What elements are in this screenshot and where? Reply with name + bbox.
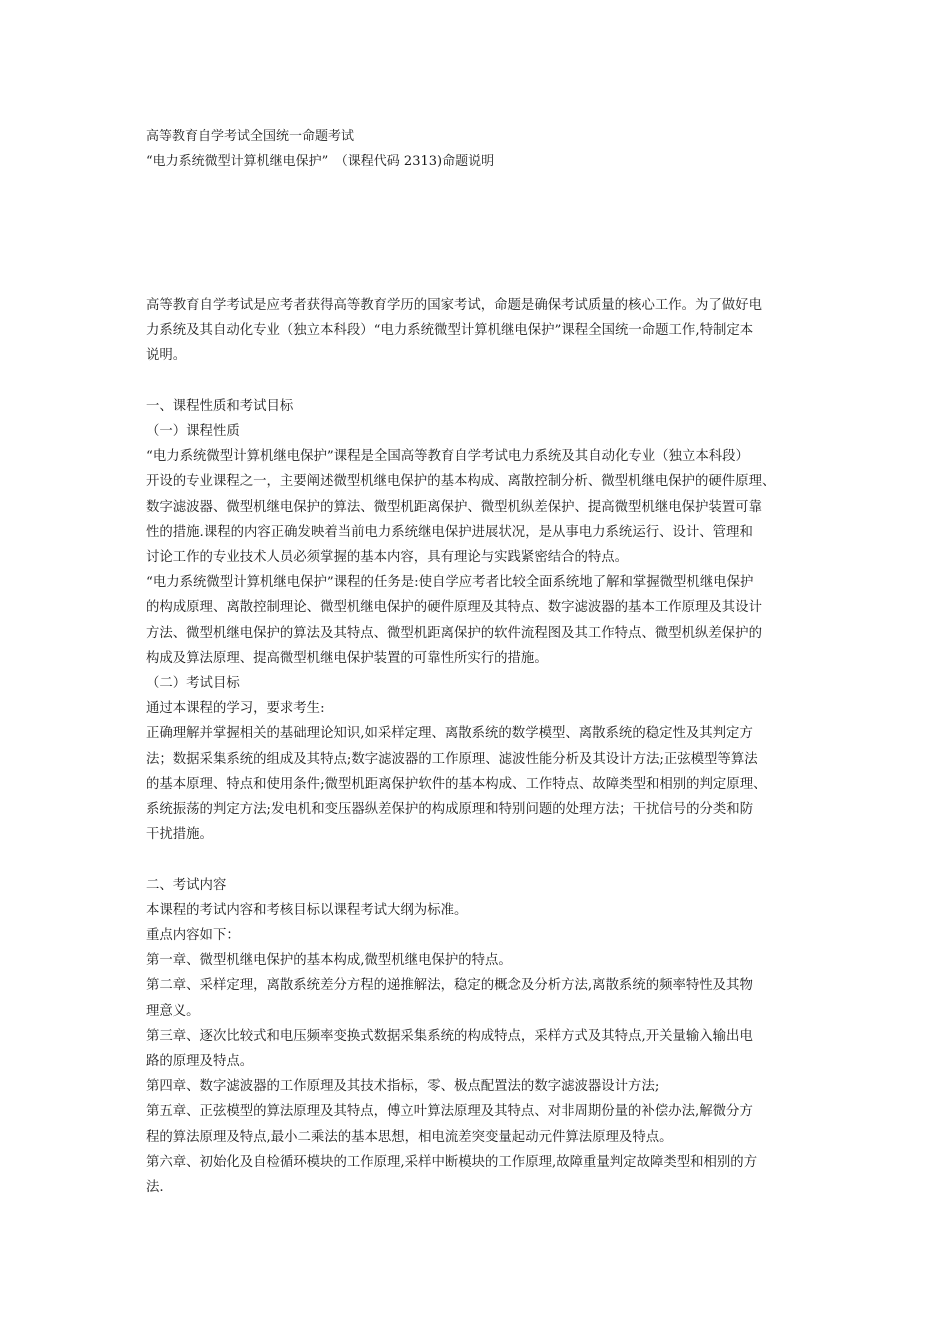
section-2-line: 第五章、正弦模型的算法原理及其特点，傅立叶算法原理及其特点、对非周期份量的补偿办法,解微分方 bbox=[146, 1104, 753, 1120]
section-2-line: 重点内容如下： bbox=[146, 928, 240, 944]
subsection-1-line: “电力系统微型计算机继电保护”课程的任务是:使自学应考者比较全面系统地了解和掌握微型机继电保护 bbox=[146, 575, 754, 591]
intro-line: 高等教育自学考试是应考者获得高等教育学历的国家考试，命题是确保考试质量的核心工作。为了做好电 bbox=[146, 298, 762, 313]
subsection-1-heading: （一）课程性质 bbox=[146, 424, 240, 439]
subsection-1-line: 开设的专业课程之一，主要阐述微型机继电保护的基本构成、离散控制分析、微型机继电保护的硬件原理、 bbox=[146, 474, 776, 490]
subsection-1-line: 数字滤波器、微型机继电保护的算法、微型机距离保护、微型机纵差保护、提高微型机继电保护装置可靠 bbox=[146, 499, 762, 515]
section-2-line: 第一章、微型机继电保护的基本构成,微型机继电保护的特点。 bbox=[146, 953, 512, 969]
section-2-line: 本课程的考试内容和考核目标以课程考试大纲为标准。 bbox=[146, 902, 468, 918]
section-2-line: 法. bbox=[146, 1180, 164, 1196]
section-2-line: 第三章、逐次比较式和电压频率变换式数据采集系统的构成特点，采样方式及其特点,开关量输入输出电 bbox=[146, 1028, 753, 1044]
subsection-1-line: “电力系统微型计算机继电保护”课程是全国高等教育自学考试电力系统及其自动化专业（独立本科段） bbox=[146, 449, 749, 465]
subsection-1-line: 讨论工作的专业技术人员必须掌握的基本内容，具有理论与实践紧密结合的特点。 bbox=[146, 550, 629, 566]
subsection-2-line: 通过本课程的学习，要求考生: bbox=[146, 701, 325, 717]
subsection-2-line: 法；数据采集系统的组成及其特点;数字滤波器的工作原理、滤波性能分析及其设计方法;正弦模型等算法 bbox=[146, 751, 758, 767]
section-2-line: 理意义。 bbox=[146, 1003, 200, 1019]
section-2 bbox=[146, 873, 816, 1201]
subsection-2-heading: （二）考试目标 bbox=[146, 676, 240, 692]
section-2-line: 第六章、初始化及自检循环模块的工作原理,采样中断模块的工作原理,故障重量判定故障类型和相别的方 bbox=[146, 1154, 758, 1170]
intro-paragraph bbox=[146, 293, 816, 369]
section-2-heading: 二、考试内容 bbox=[146, 877, 227, 893]
spacer bbox=[146, 847, 816, 872]
subsection-2-line: 的基本原理、特点和使用条件;微型机距离保护软件的基本构成、工作特点、故障类型和相别的判定原理、 bbox=[146, 776, 767, 792]
header-line-2: “电力系统微型计算机继电保护” （课程代码 2313)命题说明 bbox=[146, 154, 495, 169]
subsection-2-line: 干扰措施。 bbox=[146, 827, 213, 843]
subsection-1-line: 方法、微型机继电保护的算法及其特点、微型机距离保护的软件流程图及其工作特点、微型机纵差保护的 bbox=[146, 625, 762, 641]
spacer bbox=[146, 369, 816, 394]
subsection-1-line: 性的措施.课程的内容正确发映着当前电力系统继电保护进展状况，是从事电力系统运行、设计、管理和 bbox=[146, 524, 753, 540]
section-1-heading: 一、课程性质和考试目标 bbox=[146, 398, 294, 414]
subsection-2-line: 系统振荡的判定方法;发电机和变压器纵差保护的构成原理和特别问题的处理方法；干扰信号的分类和防 bbox=[146, 802, 754, 818]
document-body bbox=[146, 293, 816, 1200]
header-line-1: 高等教育自学考试全国统一命题考试 bbox=[146, 129, 355, 144]
section-2-line: 第四章、数字滤波器的工作原理及其技术指标，零、极点配置法的数字滤波器设计方法; bbox=[146, 1079, 660, 1095]
document-header bbox=[146, 124, 816, 174]
section-2-line: 第二章、采样定理，离散系统差分方程的递推解法，稳定的概念及分析方法,离散系统的频率特性及其物 bbox=[146, 978, 753, 994]
subsection-2-line: 正确理解并掌握相关的基础理论知识,如采样定理、离散系统的数学模型、离散系统的稳定性及其判定方 bbox=[146, 726, 753, 742]
subsection-1-line: 构成及算法原理、提高微型机继电保护装置的可靠性所实行的措施。 bbox=[146, 650, 548, 666]
subsection-1-line: 的构成原理、离散控制理论、微型机继电保护的硬件原理及其特点、数字滤波器的基本工作原理及其设计 bbox=[146, 600, 762, 616]
section-2-line: 程的算法原理及特点,最小二乘法的基本思想，相电流差突变量起动元件算法原理及特点。 bbox=[146, 1129, 673, 1145]
section-2-line: 路的原理及特点。 bbox=[146, 1054, 254, 1070]
intro-line: 力系统及其自动化专业（独立本科段）“电力系统微型计算机继电保护”课程全国统一命题工作,特制定本 bbox=[146, 323, 754, 339]
intro-line: 说明。 bbox=[146, 348, 187, 364]
section-1 bbox=[146, 394, 816, 848]
